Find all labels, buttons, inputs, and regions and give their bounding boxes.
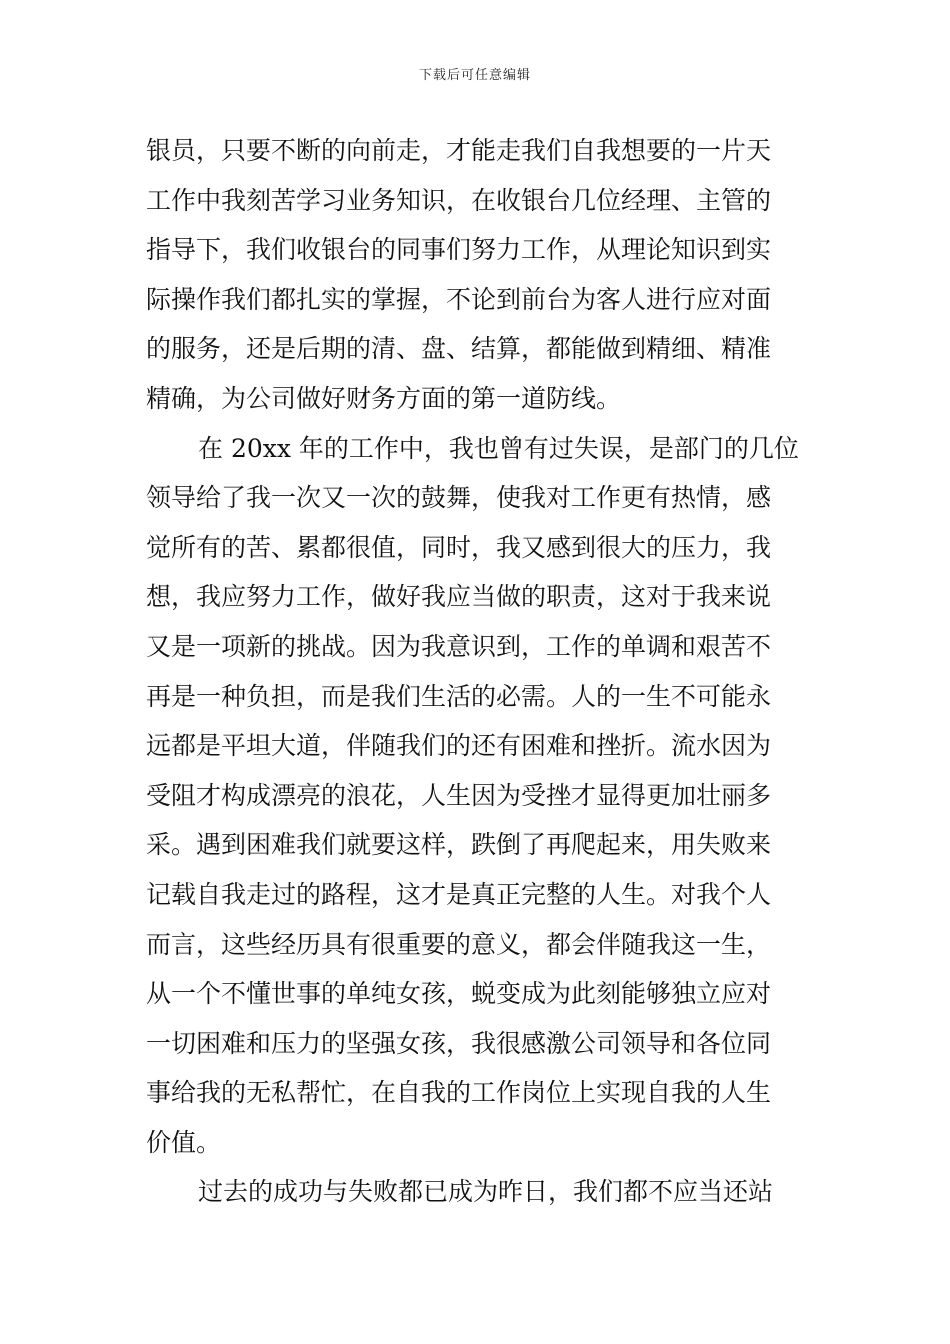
- text-line: 采。遇到困难我们就要这样，跌倒了再爬起来，用失败来: [146, 830, 772, 860]
- text-line: 一切困难和压力的坚强女孩，我很感激公司领导和各位同: [146, 1028, 772, 1058]
- text-line: 而言，这些经历具有很重要的意义，都会伴随我这一生，: [146, 929, 772, 959]
- document-body: [146, 126, 808, 1217]
- text-line: 觉所有的苦、累都很值，同时，我又感到很大的压力，我: [146, 532, 772, 562]
- text-line: 受阻才构成漂亮的浪花，人生因为受挫才显得更加壮丽多: [146, 780, 772, 810]
- text-line: 记载自我走过的路程，这才是真正完整的人生。对我个人: [146, 879, 772, 909]
- text-line: 再是一种负担，而是我们生活的必需。人的一生不可能永: [146, 681, 772, 711]
- text-line: 事给我的无私帮忙，在自我的工作岗位上实现自我的人生: [146, 1078, 772, 1108]
- text-line: 银员，只要不断的向前走，才能走我们自我想要的一片天: [146, 136, 772, 165]
- page-header: 下载后可任意编辑: [418, 68, 531, 83]
- text-line: 想，我应努力工作，做好我应当做的职责，这对于我来说: [146, 582, 772, 612]
- paragraph-3: [146, 1167, 808, 1217]
- paragraph-1: [146, 126, 808, 424]
- text-line: 的服务，还是后期的清、盘、结算，都能做到精细、精准: [146, 334, 772, 364]
- text-line: 在 20xx 年的工作中，我也曾有过失误，是部门的几位: [198, 433, 799, 463]
- text-line: 远都是平坦大道，伴随我们的还有困难和挫折。流水因为: [146, 731, 772, 761]
- text-line: 工作中我刻苦学习业务知识，在收银台几位经理、主管的: [146, 185, 772, 215]
- text-line: 过去的成功与失败都已成为昨日，我们都不应当还站: [198, 1177, 774, 1207]
- paragraph-2: [146, 424, 808, 1168]
- text-line: 指导下，我们收银台的同事们努力工作，从理论知识到实: [146, 235, 772, 265]
- text-line: 又是一项新的挑战。因为我意识到，工作的单调和艰苦不: [146, 631, 772, 661]
- text-line: 际操作我们都扎实的掌握，不论到前台为客人进行应对面: [146, 284, 772, 314]
- text-line: 精确，为公司做好财务方面的第一道防线。: [146, 383, 622, 413]
- text-line: 从一个不懂世事的单纯女孩，蜕变成为此刻能够独立应对: [146, 979, 772, 1009]
- text-line: 价值。: [146, 1127, 222, 1157]
- text-line: 领导给了我一次又一次的鼓舞，使我对工作更有热情，感: [146, 483, 772, 513]
